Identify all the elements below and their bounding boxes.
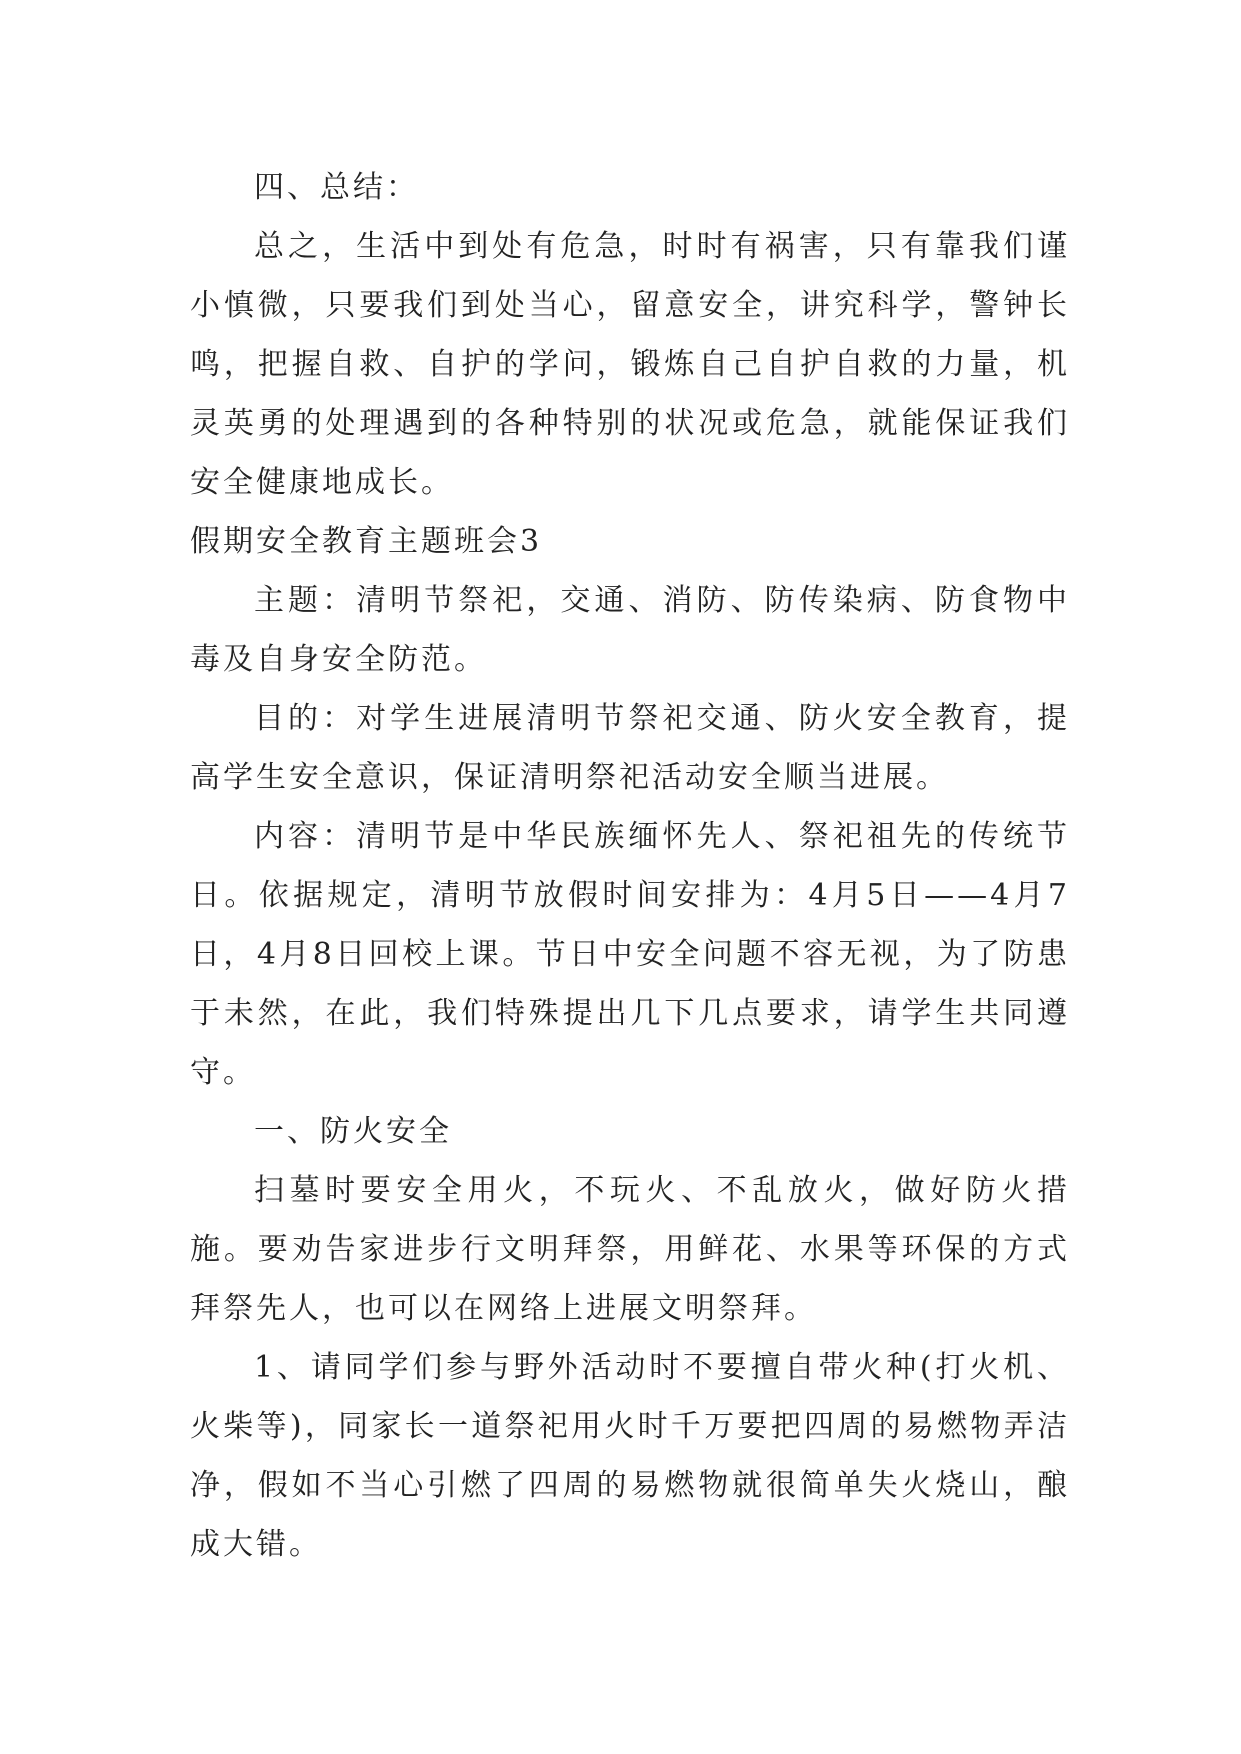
- document-body: [190, 158, 1070, 1574]
- section-heading-fire-safety: 一、防火安全: [254, 1114, 452, 1149]
- paragraph-summary: 总之，生活中到处有危急，时时有祸害，只有靠我们谨小慎微，只要我们到处当心，留意安全，讲究科学，警钟长鸣，把握自救、自护的学问，锻炼自己自护自救的力量，机灵英勇的处理遇到的各种特别的状况或危急，就能保证我们安全健康地成长。: [190, 229, 1070, 500]
- paragraph-purpose: 目的：对学生进展清明节祭祀交通、防火安全教育，提高学生安全意识，保证清明祭祀活动安全顺当进展。: [190, 701, 1070, 795]
- paragraph-fire-safety: 扫墓时要安全用火，不玩火、不乱放火，做好防火措施。要劝告家进步行文明拜祭，用鲜花、水果等环保的方式拜祭先人，也可以在网络上进展文明祭拜。: [190, 1173, 1070, 1326]
- document-title: 假期安全教育主题班会3: [190, 524, 543, 559]
- paragraph-content: 内容：清明节是中华民族缅怀先人、祭祀祖先的传统节日。依据规定，清明节放假时间安排为：4月5日——4月7日，4月8日回校上课。节日中安全问题不容无视，为了防患于未然，在此，我们特殊提出几下几点要求，请学生共同遵守。: [190, 819, 1070, 1090]
- paragraph-item-1: 1、请同学们参与野外活动时不要擅自带火种(打火机、火柴等)，同家长一道祭祀用火时千万要把四周的易燃物弄洁净，假如不当心引燃了四周的易燃物就很简单失火烧山，酿成大错。: [190, 1350, 1070, 1562]
- paragraph-theme: 主题：清明节祭祀，交通、消防、防传染病、防食物中毒及自身安全防范。: [190, 583, 1070, 677]
- section-heading-summary: 四、总结：: [254, 170, 419, 205]
